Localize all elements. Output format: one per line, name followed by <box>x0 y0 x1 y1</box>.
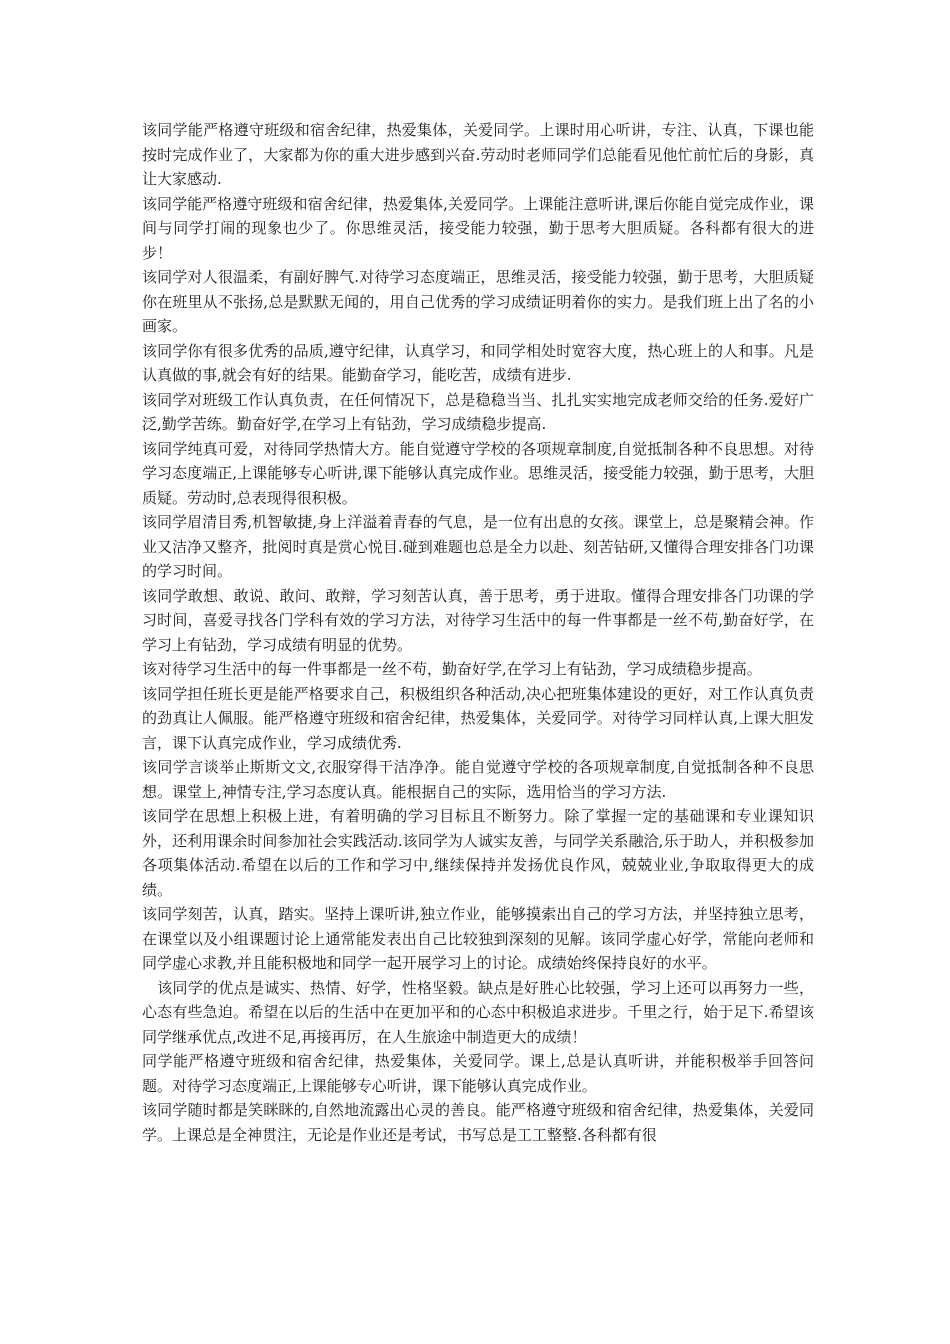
comment-paragraph: 该同学言谈举止斯斯文文,衣服穿得干洁净净。能自觉遵守学校的各项规章制度,自觉抵制各种不良思想。课堂上,神情专注,学习态度认真。能根据自己的实际，选用恰当的学习方法. <box>142 758 814 801</box>
comment-paragraph: 该同学刻苦，认真，踏实。坚持上课听讲,独立作业，能够摸索出自己的学习方法，并坚持独立思考，在课堂以及小组课题讨论上通常能发表出自己比较独到深刻的见解。该同学虚心好学，常能向老师和同学虚心求教,并且能积极地和同学一起开展学习上的讨论。成绩始终保持良好的水平。 <box>142 905 814 972</box>
comment-paragraph: 该同学能严格遵守班级和宿舍纪律，热爱集体,关爱同学。上课能注意听讲,课后你能自觉完成作业，课间与同学打闹的现象也少了。你思维灵活，接受能力较强，勤于思考大胆质疑。各科都有很大的进步！ <box>142 194 814 262</box>
document-page <box>142 118 814 1147</box>
comment-paragraph: 该同学的优点是诚实、热情、好学，性格坚毅。缺点是好胜心比较强，学习上还可以再努力一些，心态有些急迫。希望在以后的生活中在更加平和的心态中积极追求进步。千里之行，始于足下.希望该同学继承优点,改进不足,再接再厉，在人生旅途中制造更大的成绩！ <box>142 978 814 1046</box>
comment-paragraph: 该同学对人很温柔，有副好脾气.对待学习态度端正，思维灵活，接受能力较强，勤于思考，大胆质疑你在班里从不张扬,总是默默无闻的，用自己优秀的学习成绩证明着你的实力。是我们班上出了名的小画家。 <box>142 268 814 335</box>
comment-paragraph: 该同学你有很多优秀的品质,遵守纪律，认真学习，和同学相处时宽容大度，热心班上的人和事。凡是认真做的事,就会有好的结果。能勤奋学习，能吃苦，成绩有进步. <box>142 341 814 384</box>
comment-paragraph: 该同学纯真可爱，对待同学热情大方。能自觉遵守学校的各项规章制度,自觉抵制各种不良思想。对待学习态度端正,上课能够专心听讲,课下能够认真完成作业。思维灵活，接受能力较强，勤于思考，大胆质疑。劳动时,总表现得很积极。 <box>142 439 814 507</box>
comment-paragraph: 该同学在思想上积极上进，有着明确的学习目标且不断努力。除了掌握一定的基础课和专业课知识外，还利用课余时间参加社会实践活动.该同学为人诚实友善，与同学关系融洽,乐于助人，并积极参加各项集体活动.希望在以后的工作和学习中,继续保持并发扬优良作风，兢兢业业,争取取得更大的成绩。 <box>142 807 814 899</box>
comment-paragraph: 该同学随时都是笑眯眯的,自然地流露出心灵的善良。能严格遵守班级和宿舍纪律，热爱集体，关爱同学。上课总是全神贯注，无论是作业还是考试，书写总是工工整整.各科都有很 <box>142 1101 814 1144</box>
comment-paragraph: 该同学眉清目秀,机智敏捷,身上洋溢着青春的气息，是一位有出息的女孩。课堂上，总是聚精会神。作业又洁净又整齐，批阅时真是赏心悦目.碰到难题也总是全力以赴、刻苦钻研,又懂得合理安排各门功课的学习时间。 <box>142 513 814 580</box>
comment-paragraph: 该同学担任班长更是能严格要求自己，积极组织各种活动,决心把班集体建设的更好，对工作认真负责的劲真让人佩服。能严格遵守班级和宿舍纪律，热爱集体，关爱同学。对待学习同样认真,上课大胆发言，课下认真完成作业，学习成绩优秀. <box>142 684 814 752</box>
comment-paragraph: 该同学能严格遵守班级和宿舍纪律，热爱集体，关爱同学。上课时用心听讲，专注、认真，下课也能按时完成作业了，大家都为你的重大进步感到兴奋.劳动时老师同学们总能看见他忙前忙后的身影，真让大家感动. <box>142 121 814 188</box>
comment-paragraph: 该同学对班级工作认真负责，在任何情况下，总是稳稳当当、扎扎实实地完成老师交给的任务.爱好广泛,勤学苦练。勤奋好学,在学习上有钻劲，学习成绩稳步提高. <box>142 390 814 433</box>
comment-paragraph: 同学能严格遵守班级和宿舍纪律，热爱集体，关爱同学。课上,总是认真听讲，并能积极举手回答问题。对待学习态度端正,上课能够专心听讲，课下能够认真完成作业。 <box>142 1052 814 1095</box>
comment-paragraph: 该对待学习生活中的每一件事都是一丝不苟，勤奋好学,在学习上有钻劲，学习成绩稳步提高。 <box>142 660 762 678</box>
comment-paragraph: 该同学敢想、敢说、敢问、敢辩，学习刻苦认真，善于思考，勇于进取。懂得合理安排各门功课的学习时间，喜爱寻找各门学科有效的学习方法，对待学习生活中的每一件事都是一丝不苟,勤奋好学，在学习上有钻劲，学习成绩有明显的优势。 <box>142 586 814 654</box>
